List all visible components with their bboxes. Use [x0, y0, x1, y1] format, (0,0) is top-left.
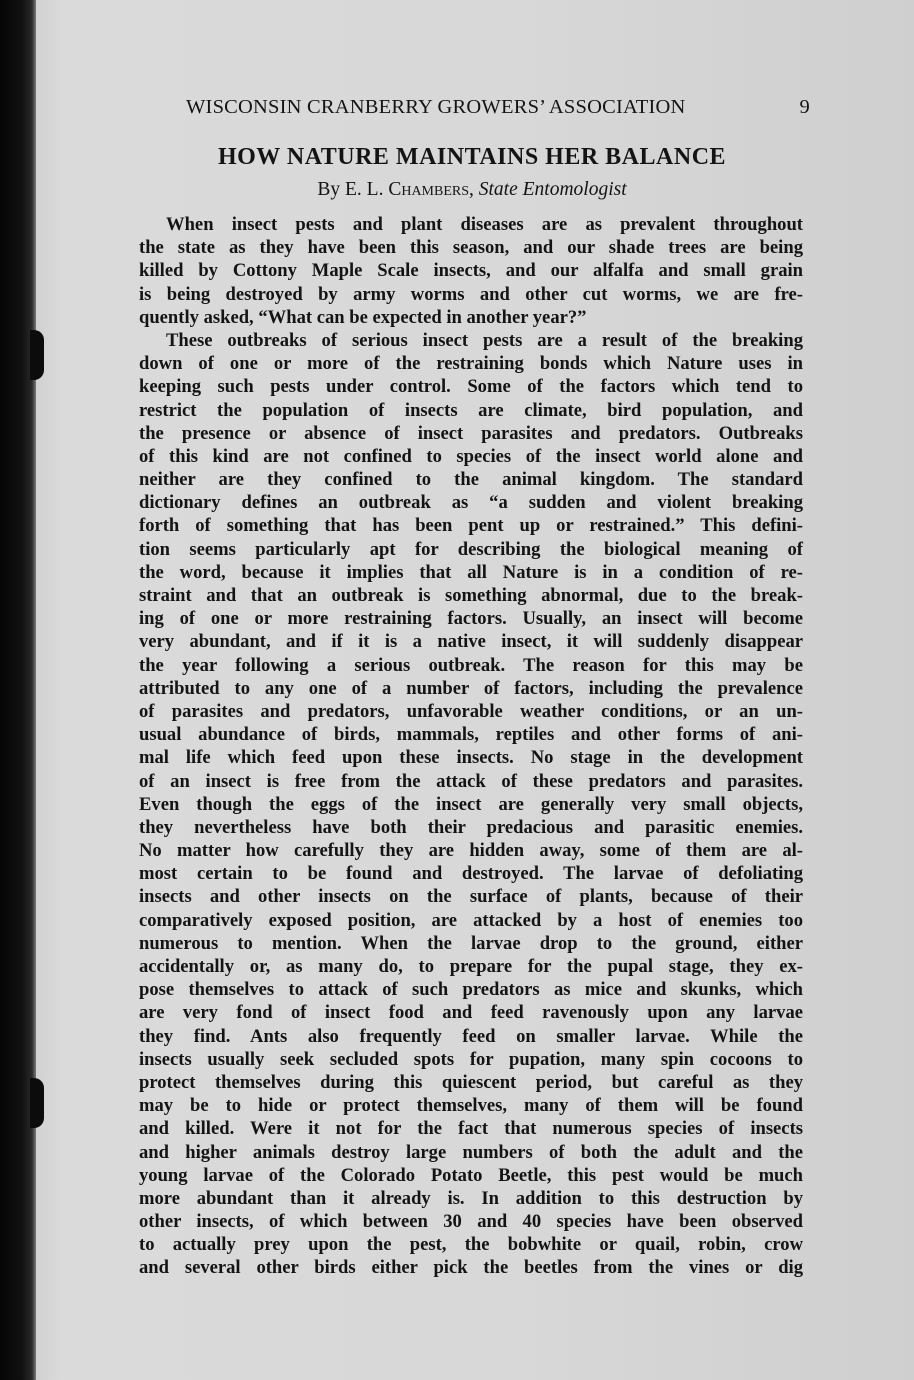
text-line: usual abundance of birds, mammals, reptiles and other forms of ani- — [139, 724, 803, 746]
text-line: the presence or absence of insect parasites and predators. Outbreaks — [139, 422, 803, 444]
text-line: very abundant, and if it is a native insect, it will suddenly disappear — [139, 631, 803, 653]
text-line: quently asked, “What can be expected in another year?” — [139, 306, 587, 328]
text-line: other insects, of which between 30 and 40 species have been observed — [139, 1211, 803, 1233]
article-title: HOW NATURE MAINTAINS HER BALANCE — [217, 144, 727, 170]
running-head — [186, 96, 810, 119]
text-line: and higher animals destroy large numbers of both the adult and the — [139, 1141, 803, 1163]
text-line: may be to hide or protect themselves, many of them will be found — [139, 1095, 803, 1117]
byline-prefix: By — [317, 179, 341, 200]
text-line: comparatively exposed position, are attacked by a host of enemies too — [139, 909, 803, 931]
text-line: they find. Ants also frequently feed on smaller larvae. While the — [139, 1025, 803, 1047]
byline — [140, 179, 804, 201]
text-line: the year following a serious outbreak. The reason for this may be — [139, 654, 803, 676]
text-line: straint and that an outbreak is something abnormal, due to the break- — [139, 585, 803, 606]
article-body — [139, 213, 803, 1280]
text-line: and several other birds either pick the beetles from the vines or dig — [139, 1257, 803, 1279]
text-line: Even though the eggs of the insect are generally very small objects, — [139, 793, 803, 815]
text-line: dictionary defines an outbreak as “a sudden and violent breaking — [139, 492, 803, 514]
text-line: killed by Cottony Maple Scale insects, and our alfalfa and small grain — [139, 260, 803, 282]
text-line: are very fond of insect food and feed ravenously upon any larvae — [139, 1002, 803, 1024]
text-line: insects and other insects on the surface of plants, because of their — [139, 886, 803, 908]
text-line: restrict the population of insects are climate, bird population, and — [139, 399, 803, 421]
text-line: of an insect is free from the attack of these predators and parasites. — [139, 770, 803, 792]
text-line: forth of something that has been pent up or restrained.” This defini- — [139, 515, 803, 537]
text-line: young larvae of the Colorado Potato Beetle, this pest would be much — [139, 1164, 803, 1186]
text-line: These outbreaks of serious insect pests are a result of the breaking — [166, 329, 803, 351]
text-line: mal life which feed upon these insects. No stage in the development — [139, 747, 803, 769]
text-line: keeping such pests under control. Some of the factors which tend to — [139, 376, 803, 398]
text-line: they nevertheless have both their predacious and parasitic enemies. — [139, 816, 803, 838]
text-line: the word, because it implies that all Nature is in a condition of re- — [139, 561, 803, 583]
text-line: and killed. Were it not for the fact that numerous species of insects — [139, 1118, 803, 1140]
text-line: the state as they have been this season, and our shade trees are being — [139, 237, 803, 259]
text-line: to actually prey upon the pest, the bobwhite or quail, robin, crow — [139, 1234, 803, 1256]
text-line: of this kind are not confined to species of the insect world alone and — [139, 445, 803, 467]
text-line: When insect pests and plant diseases are as prevalent throughout — [166, 214, 803, 235]
text-line: insects usually seek secluded spots for pupation, many spin cocoons to — [139, 1048, 803, 1070]
page-number: 9 — [799, 96, 810, 118]
text-line: accidentally or, as many do, to prepare for the pupal stage, they ex- — [139, 956, 803, 977]
text-line: is being destroyed by army worms and other cut worms, we are fre- — [139, 283, 803, 305]
text-line: most certain to be found and destroyed. The larvae of defoliating — [139, 863, 803, 885]
text-line: No matter how carefully they are hidden away, some of them are al- — [139, 840, 803, 862]
binding-edge — [0, 0, 36, 1380]
publication-name: WISCONSIN CRANBERRY GROWERS’ ASSOCIATION — [186, 96, 686, 118]
text-line: tion seems particularly apt for describing the biological meaning of — [139, 538, 803, 560]
text-line: protect themselves during this quiescent period, but careful as they — [139, 1071, 803, 1093]
author-role: State Entomologist — [478, 179, 627, 200]
text-line: down of one or more of the restraining bonds which Nature uses in — [139, 353, 803, 375]
text-line: more abundant than it already is. In addition to this destruction by — [139, 1187, 803, 1209]
text-line: numerous to mention. When the larvae drop to the ground, either — [139, 932, 803, 954]
text-line: attributed to any one of a number of factors, including the prevalence — [139, 677, 803, 699]
author-name: E. L. Chambers, — [345, 179, 474, 200]
text-line: ing of one or more restraining factors. Usually, an insect will become — [139, 608, 803, 630]
text-line: pose themselves to attack of such predators as mice and skunks, which — [139, 979, 803, 1001]
binding-notch-lower — [30, 1078, 44, 1128]
text-line: neither are they confined to the animal kingdom. The standard — [139, 469, 803, 491]
binding-notch-upper — [30, 330, 44, 380]
text-line: of parasites and predators, unfavorable weather conditions, or an un- — [139, 700, 803, 722]
